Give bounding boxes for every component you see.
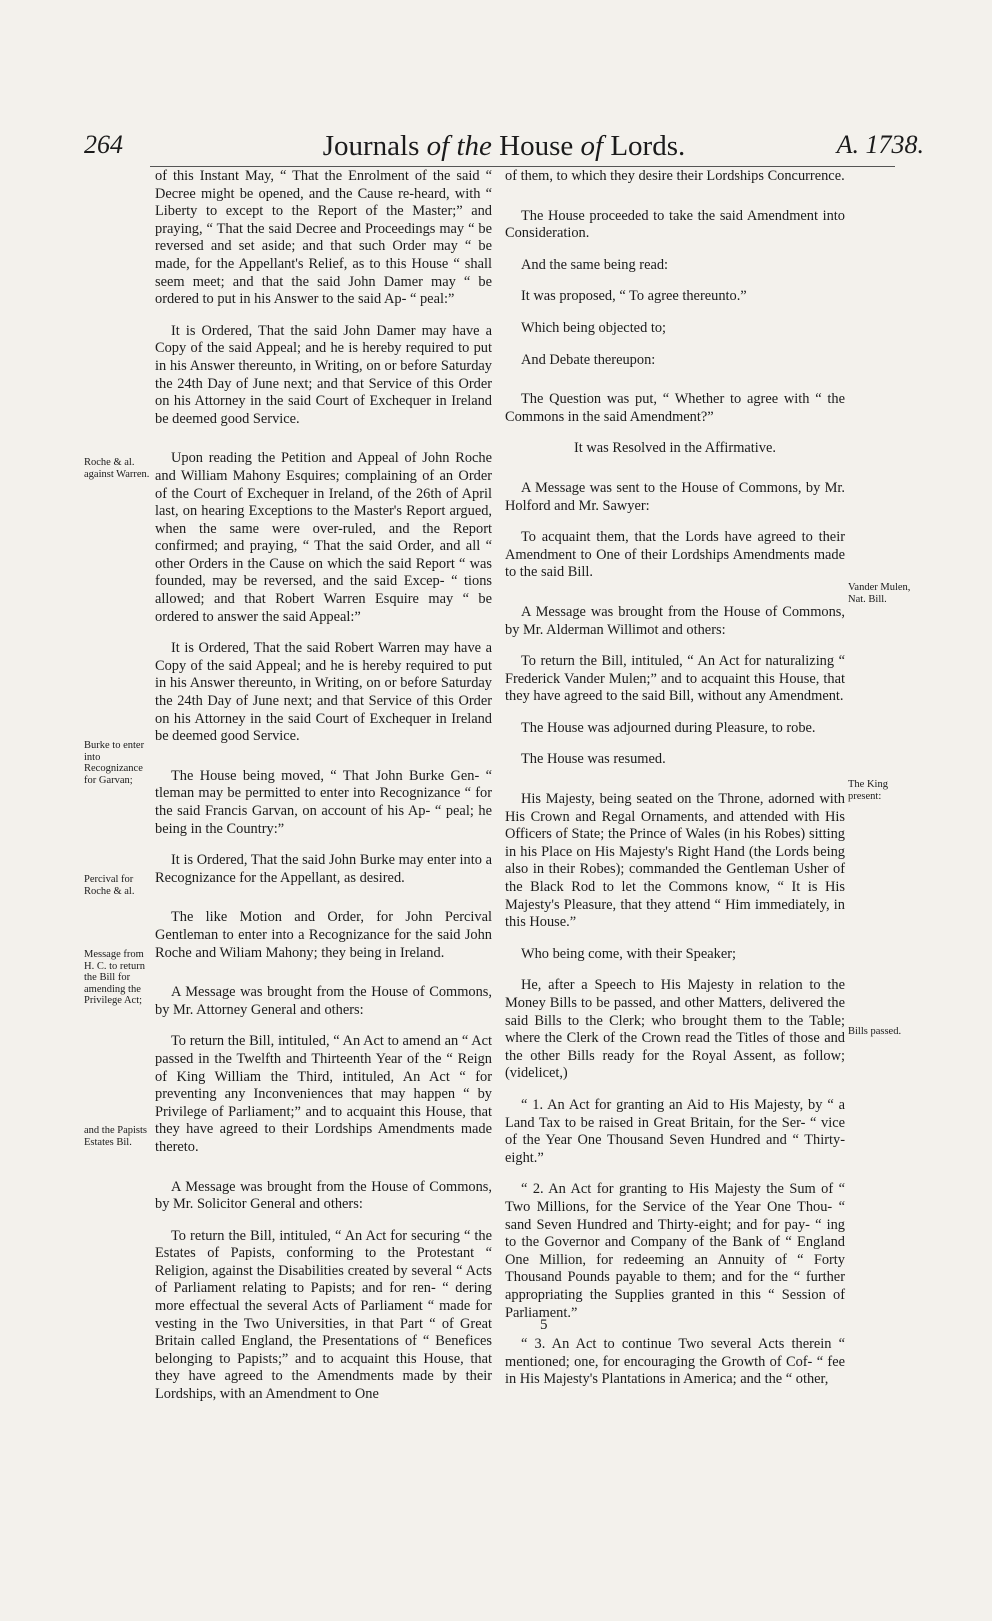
margin-note-percival: Percival for Roche & al.	[84, 874, 135, 897]
bill-paragraph: “ 2. An Act for granting to His Majesty the Sum of “ Two Millions, for the Service of the Year One Thou- “ sand Seven Hundred and Thirty-eight; and for pay- “ ing to the Governor and Company of the Bank of “ England One Million, for redeeming an Annuity of “ Forty Thousand Pounds payable to them; and for the “ further appropriating the Supplies granted in this “ Session of Parliament.”	[505, 1181, 845, 1321]
paragraph: Which being objected to;	[521, 319, 667, 336]
page-title	[84, 130, 924, 163]
paragraph: And the same being read:	[521, 256, 669, 273]
paragraph: To return the Bill, intituled, “ An Act for naturalizing “ Frederick Vander Mulen;” and to acquaint this House, that they have agreed to the said Bill, without any Amendment.	[505, 653, 845, 705]
paragraph: Upon reading the Petition and Appeal of John Roche and William Mahony Esquires; complaining of an Order of the Court of Exchequer in Ireland, of the 26th of April last, on hearing Exceptions to the Master's Report argued, when the same were over-ruled, and the Report confirmed; and praying, “ That the said Order, and all “ other Orders in the Cause on which the said Report “ was founded, may be reversed, and the said Excep- “ tions allowed; and that Robert Warren Esquire may “ be ordered to answer the said Appeal:”	[155, 450, 492, 625]
paragraph: The House proceeded to take the said Amendment into Consideration.	[505, 207, 845, 242]
page-number: 264	[84, 130, 123, 159]
margin-note-vander: Vander Mulen, Nat. Bill.	[848, 582, 911, 605]
paragraph: The House was resumed.	[521, 751, 666, 768]
paragraph: of them, to which they desire their Lordships Concurrence.	[505, 168, 845, 184]
paragraph: The House was adjourned during Pleasure, to robe.	[521, 719, 816, 736]
question-paragraph: The Question was put, “ Whether to agree with “ the Commons in the said Amendment?”	[505, 391, 845, 425]
paragraph: of this Instant May, “ That the Enrolment of the said “ Decree might be opened, and the Cause re-heard, with “ Liberty to except to the Report of the Master;” and praying, “ That the said Decree and Proceedings may “ be reversed and set aside; and that such Order may “ be made, for the Appellant's Relief, as to this House “ shall seem meet; and that the said John Damer may “ be ordered to put in his Answer to the said Ap- “ peal:”	[155, 168, 492, 308]
bill-paragraph: “ 3. An Act to continue Two several Acts therein “ mentioned; one, for encouraging the Growth of Cof- “ fee in His Majesty's Plantations in America; and the “ other,	[505, 1336, 845, 1388]
resolution-line: It was Resolved in the Affirmative.	[574, 440, 776, 457]
paragraph: His Majesty, being seated on the Throne, adorned with His Crown and Regal Ornaments, and attended with His Officers of State; the Prince of Wales (in his Robes) sitting in his Place on His Majesty's Right Hand (the Lords being also in their Robes); commanded the Gentleman Usher of the Black Rod to let the Commons know, “ It is His Majesty's Pleasure, that they attend “ Him immediately, in this House.”	[505, 791, 845, 931]
margin-note-papists: and the Papists Estates Bil.	[84, 1125, 147, 1148]
margin-note-bills: Bills passed.	[848, 1026, 902, 1037]
signature-mark: 5	[540, 1317, 548, 1333]
paragraph: A Message was sent to the House of Commons, by Mr. Holford and Mr. Sawyer:	[505, 479, 845, 514]
paragraph: It was proposed, “ To agree thereunto.”	[521, 288, 747, 305]
title-word-lords: Lords.	[610, 130, 686, 162]
paragraph: He, after a Speech to His Majesty in relation to the Money Bills to be passed, and other Matters, delivered the said Bills to the Clerk; who brought them to the Table; where the Clerk of the Crown read the Titles of those and the other Bills ready for the Royal Assent, as follow; (videlicet,)	[505, 977, 845, 1082]
paragraph: To return the Bill, intituled, “ An Act to amend an “ Act passed in the Twelfth and Thirteenth Year of the “ Reign of King William the Third, intituled, An Act “ for preventing any Inconveniences that may happen “ by Privilege of Parliament;” and to acquaint this House, that they have agreed to their Lordships Amendments made thereto.	[155, 1033, 492, 1155]
margin-note-burke: Burke to enter into Recognizance for Garvan;	[84, 740, 145, 786]
paragraph: A Message was brought from the House of Commons, by Mr. Alderman Willimot and others:	[505, 603, 845, 638]
order-paragraph: It is Ordered, That the said John Burke may enter into a Recognizance for the Appellant, as desired.	[155, 852, 492, 886]
title-word-of-2: of	[580, 130, 604, 162]
margin-note-message: Message from H. C. to return the Bill for amending the Privilege Act;	[84, 949, 145, 1006]
paragraph: The like Motion and Order, for John Percival Gentleman to enter into a Recognizance for the said John Roche and Wiliam Mahony; they being in Ireland.	[155, 909, 492, 961]
margin-note-roche: Roche & al. against Warren.	[84, 457, 150, 480]
paragraph: A Message was brought from the House of Commons, by Mr. Solicitor General and others:	[155, 1178, 492, 1213]
order-paragraph: It is Ordered, That the said Robert Warren may have a Copy of the said Appeal; and he is hereby required to put in his Answer thereunto, in Writing, on or before Saturday the 24th Day of June next; and that Service of this Order on his Attorney in the said Court of Exchequer in Ireland be deemed good Service.	[155, 640, 492, 745]
title-word-journals: Journals	[322, 130, 420, 162]
title-word-the: the	[456, 130, 492, 162]
paragraph: A Message was brought from the House of Commons, by Mr. Attorney General and others:	[155, 984, 492, 1018]
paragraph: To return the Bill, intituled, “ An Act for securing “ the Estates of Papists, conforming to the Protestant “ Religion, against the Disabilities created by several “ Acts of Parliament relating to Papists; and for ren- “ dering more effectual the several Acts of Parliament “ made for vesting in the Two Universities, in that Part “ of Great Britain called England, the Presentations of “ Benefices belonging to Papists;” and to acquaint this House, that they have agreed to the Amendments made by their Lordships, with an Amendment to One	[155, 1227, 492, 1403]
margin-note-king: The King present:	[848, 779, 888, 802]
title-word-of: of	[426, 130, 450, 162]
page-header	[84, 130, 924, 170]
order-paragraph: It is Ordered, That the said John Damer may have a Copy of the said Appeal; and he is hereby required to put in his Answer thereunto, in Writing, on or before Saturday the 24th Day of June next; and that Service of this Order on his Attorney in the said Court of Exchequer in Ireland be deemed good Service.	[155, 322, 492, 427]
paragraph: Who being come, with their Speaker;	[521, 945, 736, 962]
header-rule	[150, 166, 895, 167]
page-year: A. 1738.	[836, 130, 924, 159]
paragraph: And Debate thereupon:	[521, 351, 656, 368]
left-column	[155, 168, 492, 1404]
title-word-house: House	[499, 130, 574, 162]
bill-paragraph: “ 1. An Act for granting an Aid to His Majesty, by “ a Land Tax to be raised in Great Britain, for the Ser- “ vice of the Year One Thousand Seven Hundred and “ Thirty-eight.”	[505, 1096, 845, 1166]
paragraph: The House being moved, “ That John Burke Gen- “ tleman may be permitted to enter into Recognizance “ for the said Francis Garvan, on account of his Ap- “ peal; he being in the Country:”	[155, 767, 492, 837]
right-column	[505, 168, 845, 1389]
paragraph: To acquaint them, that the Lords have agreed to their Amendment to One of their Lordships Amendments made to the said Bill.	[505, 529, 845, 581]
